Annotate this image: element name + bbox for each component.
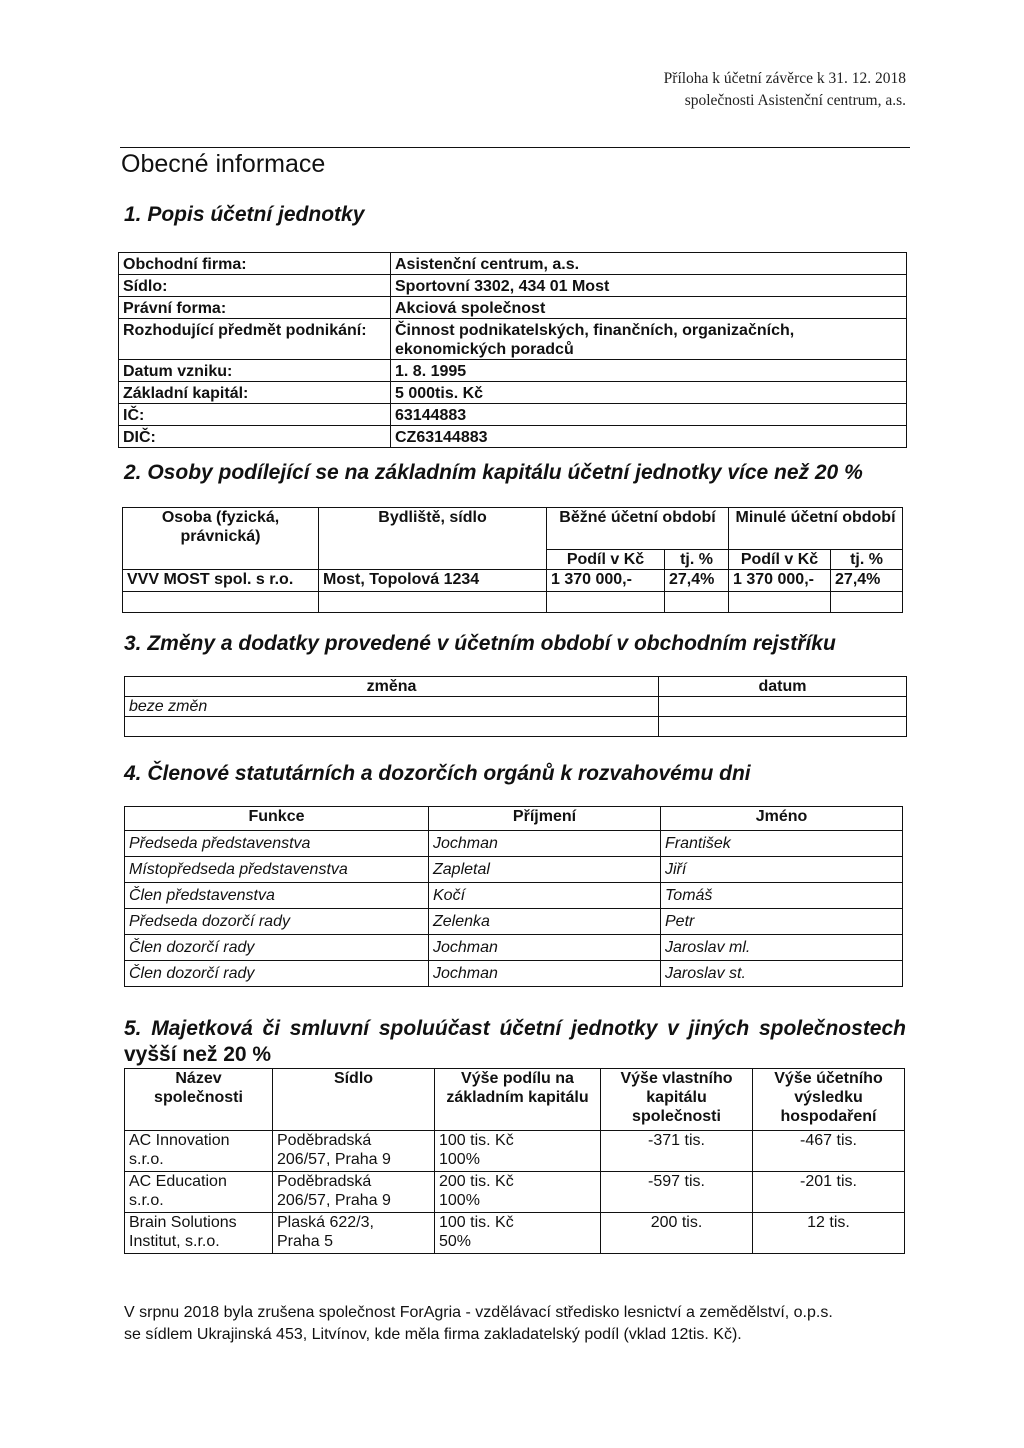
cell-seat-line1: Poděbradská	[277, 1132, 372, 1149]
cell-name: Tomáš	[661, 883, 903, 909]
page-title: Obecné informace	[121, 150, 326, 178]
cell-seat-line2: 206/57, Praha 9	[277, 1151, 391, 1168]
cell-result: 12 tis.	[753, 1213, 905, 1254]
empty-row	[123, 592, 903, 613]
footnote	[124, 1302, 914, 1346]
cell-surname: Kočí	[429, 883, 661, 909]
attachment-note-line2: společnosti Asistenční centrum, a.s.	[684, 92, 906, 109]
cell-name: Petr	[661, 909, 903, 935]
section5-heading-line1: 5. Majetková či smluvní spoluúčast účetní jednotky v jiných společnostech	[124, 1017, 906, 1040]
empty-row	[125, 717, 907, 737]
attachment-note-line1: Příloha k účetní závěrce k 31. 12. 2018	[663, 70, 906, 87]
cell-date	[659, 697, 907, 717]
table-row	[125, 831, 903, 857]
sub-pct-previous: tj. %	[831, 550, 903, 570]
cell-seat-line2: 206/57, Praha 9	[277, 1192, 391, 1209]
table-row	[125, 883, 903, 909]
field-value: Asistenční centrum, a.s.	[391, 253, 907, 275]
col-address: Bydliště, sídlo	[319, 508, 547, 570]
section4-heading: 4. Členové statutárních a dozorčích orgánů k rozvahovému dni	[124, 762, 751, 785]
col-change: změna	[125, 677, 659, 697]
cell-function: Místopředseda představenstva	[125, 857, 429, 883]
cell-equity: 200 tis.	[601, 1213, 753, 1254]
table-row	[125, 961, 903, 987]
cell-company-name	[125, 1131, 273, 1172]
table-row	[125, 857, 903, 883]
field-value: 1. 8. 1995	[391, 360, 907, 382]
header-divider	[120, 147, 910, 148]
cell-address: Most, Topolová 1234	[319, 570, 547, 592]
table-row	[119, 297, 907, 319]
cell-seat	[273, 1131, 435, 1172]
sub-share-current: Podíl v Kč	[547, 550, 665, 570]
cell-surname: Zapletal	[429, 857, 661, 883]
table-row	[123, 570, 903, 592]
section1-heading: 1. Popis účetní jednotky	[124, 203, 365, 226]
field-label: Základní kapitál:	[119, 382, 391, 404]
table-row	[125, 909, 903, 935]
attachment-note	[664, 68, 906, 112]
cell-name: Jiří	[661, 857, 903, 883]
changes-table	[124, 676, 907, 737]
cell-function: Předseda dozorčí rady	[125, 909, 429, 935]
cell-company-name	[125, 1213, 273, 1254]
table-row	[119, 253, 907, 275]
table-row	[125, 1172, 905, 1213]
field-label: IČ:	[119, 404, 391, 426]
section2-heading: 2. Osoby podílející se na základním kapitálu účetní jednotky více než 20 %	[124, 461, 863, 484]
cell-company-name-line2: s.r.o.	[129, 1151, 164, 1168]
cell-name: František	[661, 831, 903, 857]
field-value: CZ63144883	[391, 426, 907, 448]
field-value: Činnost podnikatelských, finančních, organizačních, ekonomických poradců	[391, 319, 907, 360]
field-value: Sportovní 3302, 434 01 Most	[391, 275, 907, 297]
field-label: DIČ:	[119, 426, 391, 448]
cell-share-capital	[435, 1213, 601, 1254]
cell-function: Člen představenstva	[125, 883, 429, 909]
cell-company-name-line2: Institut, s.r.o.	[129, 1233, 220, 1250]
cell-company-name	[125, 1172, 273, 1213]
cell-share-capital-line2: 50%	[439, 1233, 472, 1250]
cell-result: -467 tis.	[753, 1131, 905, 1172]
cell-surname: Zelenka	[429, 909, 661, 935]
col-current-period: Běžné účetní období	[547, 508, 729, 550]
cell-share-capital-line2: 100%	[439, 1151, 480, 1168]
section5-heading	[124, 1016, 906, 1068]
table-row	[125, 935, 903, 961]
field-label: Rozhodující předmět podnikání:	[119, 319, 391, 360]
col-share-capital: Výše podílu na základním kapitálu	[435, 1069, 601, 1131]
footnote-line1: V srpnu 2018 byla zrušena společnost ForAgria - vzdělávací středisko lesnictví a zemědělství, o.p.s.	[124, 1304, 833, 1321]
field-value: 5 000tis. Kč	[391, 382, 907, 404]
table-row	[119, 382, 907, 404]
field-value: 63144883	[391, 404, 907, 426]
col-company-name: Název společnosti	[125, 1069, 273, 1131]
sub-pct-current: tj. %	[665, 550, 729, 570]
cell-function: Člen dozorčí rady	[125, 935, 429, 961]
cell-seat	[273, 1172, 435, 1213]
cell-surname: Jochman	[429, 961, 661, 987]
cell-equity: -597 tis.	[601, 1172, 753, 1213]
col-seat: Sídlo	[273, 1069, 435, 1131]
table-row	[119, 404, 907, 426]
field-label: Právní forma:	[119, 297, 391, 319]
cell-company-name-line1: AC Innovation	[129, 1132, 230, 1149]
col-equity: Výše vlastního kapitálu společnosti	[601, 1069, 753, 1131]
col-surname: Příjmení	[429, 807, 661, 831]
table-row	[119, 426, 907, 448]
cell-result: -201 tis.	[753, 1172, 905, 1213]
cell-share-capital	[435, 1172, 601, 1213]
cell-previous-share: 1 370 000,-	[729, 570, 831, 592]
cell-function: Předseda představenstva	[125, 831, 429, 857]
cell-seat-line1: Plaská 622/3,	[277, 1214, 374, 1231]
shareholders-table	[122, 507, 903, 613]
col-function: Funkce	[125, 807, 429, 831]
cell-company-name-line1: AC Education	[129, 1173, 227, 1190]
cell-previous-pct: 27,4%	[831, 570, 903, 592]
footnote-line2: se sídlem Ukrajinská 453, Litvínov, kde měla firma zakladatelský podíl (vklad 12tis. Kč).	[124, 1326, 742, 1343]
cell-name: Jaroslav st.	[661, 961, 903, 987]
col-result: Výše účetního výsledku hospodaření	[753, 1069, 905, 1131]
field-label: Obchodní firma:	[119, 253, 391, 275]
cell-share-capital-line1: 100 tis. Kč	[439, 1214, 514, 1231]
table-row	[119, 360, 907, 382]
cell-surname: Jochman	[429, 935, 661, 961]
cell-current-share: 1 370 000,-	[547, 570, 665, 592]
table-row	[125, 697, 907, 717]
table-row	[119, 275, 907, 297]
cell-share-capital-line2: 100%	[439, 1192, 480, 1209]
col-name: Jméno	[661, 807, 903, 831]
cell-person: VVV MOST spol. s r.o.	[123, 570, 319, 592]
holdings-table	[124, 1068, 905, 1254]
col-date: datum	[659, 677, 907, 697]
cell-surname: Jochman	[429, 831, 661, 857]
cell-share-capital-line1: 200 tis. Kč	[439, 1173, 514, 1190]
cell-seat-line1: Poděbradská	[277, 1173, 372, 1190]
entity-table	[118, 252, 907, 448]
sub-share-previous: Podíl v Kč	[729, 550, 831, 570]
field-label: Sídlo:	[119, 275, 391, 297]
section5-heading-line2: vyšší než 20 %	[124, 1043, 272, 1066]
board-members-table	[124, 806, 903, 987]
cell-name: Jaroslav ml.	[661, 935, 903, 961]
cell-company-name-line1: Brain Solutions	[129, 1214, 237, 1231]
col-person: Osoba (fyzická, právnická)	[123, 508, 319, 570]
cell-seat-line2: Praha 5	[277, 1233, 334, 1250]
cell-share-capital	[435, 1131, 601, 1172]
cell-seat	[273, 1213, 435, 1254]
field-value: Akciová společnost	[391, 297, 907, 319]
table-row	[125, 1131, 905, 1172]
table-row	[125, 1213, 905, 1254]
cell-company-name-line2: s.r.o.	[129, 1192, 164, 1209]
cell-share-capital-line1: 100 tis. Kč	[439, 1132, 514, 1149]
cell-change: beze změn	[125, 697, 659, 717]
cell-function: Člen dozorčí rady	[125, 961, 429, 987]
cell-current-pct: 27,4%	[665, 570, 729, 592]
table-row	[119, 319, 907, 360]
field-label: Datum vzniku:	[119, 360, 391, 382]
col-previous-period: Minulé účetní období	[729, 508, 903, 550]
section3-heading: 3. Změny a dodatky provedené v účetním období v obchodním rejstříku	[124, 632, 836, 655]
cell-equity: -371 tis.	[601, 1131, 753, 1172]
